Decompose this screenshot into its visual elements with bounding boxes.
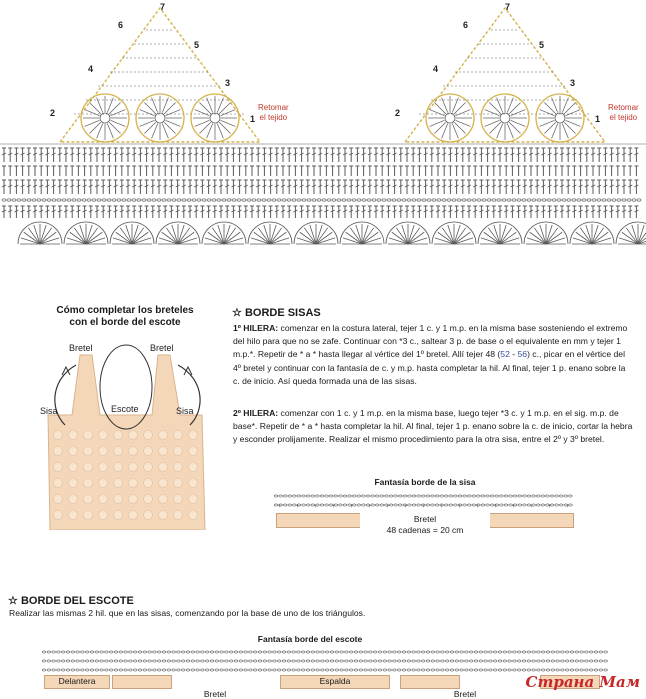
step-number: 6 <box>463 20 469 30</box>
fantasia-sisa-title: Fantasía borde de la sisa <box>374 477 476 487</box>
diagram-title: Cómo completar los breteles con el borde del escote <box>56 305 194 328</box>
sisa-right-label: Sisa <box>176 406 194 416</box>
step-number: 7 <box>160 2 166 12</box>
bretel-bar-right <box>400 675 460 689</box>
bretel-right-label: Bretel <box>150 343 174 353</box>
espalda-label: Espalda <box>319 676 351 686</box>
fantasia-escote-title: Fantasía borde del escote <box>257 634 363 644</box>
svg-text:+: + <box>548 504 552 510</box>
svg-text:+: + <box>278 504 282 510</box>
borde-escote-text: Realizar las mismas 2 hil. que en las sisas, comenzando por la base de uno de los triángulos. <box>9 608 366 618</box>
svg-text:+: + <box>422 504 426 510</box>
svg-text:+: + <box>368 504 372 510</box>
borde-sisas-heading: ☆ BORDE SISAS <box>232 307 321 319</box>
cadenas-label: 48 cadenas = 20 cm <box>386 525 464 535</box>
sisa-left-label: Sisa <box>40 406 58 416</box>
svg-text:+: + <box>494 504 498 510</box>
step-number: 4 <box>433 64 439 74</box>
hilera1-paragraph: 1º HILERA: comenzar en la costura lateral, tejer 1 c. y 1 m.p. en la misma base sosteniendo el extremo del hilo para que no se zafe. Continuar con *3 c., saltear 3 p. de base o el equivalente en mm y tejer 1 m.p.*. Repetir de * a * hasta llegar al vértice del 1º bretel. Allí tejer 48 (52 - 56) c., picar en el vértice del 4º bretel y continuar con la fantasía de c. y m.p. hasta completar la hil. Al final, tejer 1 p. enano sobre la c. de inicio. Así queda formada una de las sisas. <box>233 323 628 386</box>
crochet-chart-top <box>0 0 646 250</box>
escote-stitch-chart <box>40 646 610 676</box>
step-number: 5 <box>539 40 545 50</box>
retomar-label-right: Retomar el tejido <box>608 103 639 122</box>
step-number: 5 <box>194 40 200 50</box>
bretel-label-right: Bretel <box>453 689 477 699</box>
star-icon: ☆ <box>232 307 242 319</box>
step-number: 3 <box>225 78 231 88</box>
bretel-label: Bretel <box>413 514 437 524</box>
borde-escote-heading: ☆ BORDE DEL ESCOTE <box>8 595 134 607</box>
garment-diagram <box>40 335 210 530</box>
watermark-logo: Страна Мам <box>525 673 640 691</box>
bretel-left-label: Bretel <box>69 343 93 353</box>
svg-text:+: + <box>458 504 462 510</box>
bretel-bar-left <box>112 675 172 689</box>
bretel-label-left: Bretel <box>203 689 227 699</box>
svg-text:+: + <box>476 504 480 510</box>
hilera2-paragraph: 2º HILERA: comenzar con 1 c. y 1 m.p. en la misma base, luego tejer *3 c. y 1 m.p. en el sig. m.p. de base*. Repetir de * a * hasta completar la hil. Al final, tejer 1 p. enano sobre la c. de inicio, cortar la hebra y esconder prolijamente. Realizar el mismo procedimiento para la otra sisa, entre el 2º y 3º bretel. <box>233 408 633 445</box>
step-number: 4 <box>88 64 94 74</box>
step-number: 2 <box>395 108 401 118</box>
svg-text:+: + <box>296 504 300 510</box>
delantera-label: Delantera <box>58 676 96 686</box>
escote-label: Escote <box>111 404 139 414</box>
step-number: 1 <box>595 114 601 124</box>
svg-text:+: + <box>314 504 318 510</box>
svg-text:+: + <box>404 504 408 510</box>
svg-text:+: + <box>386 504 390 510</box>
step-number: 1 <box>250 114 256 124</box>
svg-text:+: + <box>512 504 516 510</box>
step-number: 6 <box>118 20 124 30</box>
step-number: 7 <box>505 2 511 12</box>
star-icon: ☆ <box>8 595 18 607</box>
step-number: 2 <box>50 108 56 118</box>
step-number: 3 <box>570 78 576 88</box>
svg-text:+: + <box>350 504 354 510</box>
svg-text:+: + <box>332 504 336 510</box>
sisa-stitch-chart <box>270 488 580 512</box>
svg-text:+: + <box>530 504 534 510</box>
svg-text:+: + <box>566 504 570 510</box>
retomar-label-left: Retomar el tejido <box>258 103 289 122</box>
svg-text:+: + <box>440 504 444 510</box>
